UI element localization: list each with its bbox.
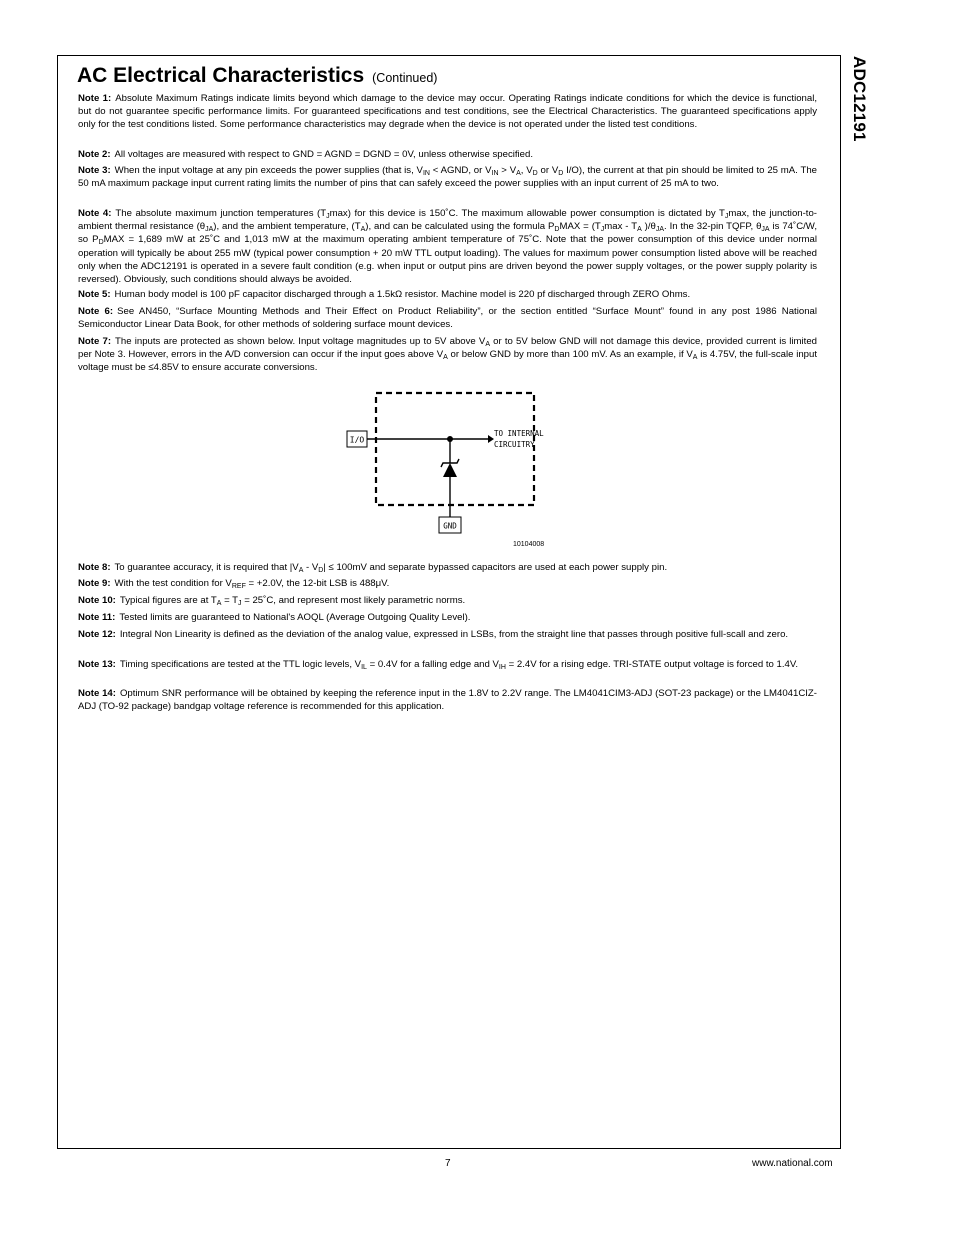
subscript: IN (491, 170, 499, 177)
output-label-line2: CIRCUITRY (494, 440, 535, 449)
io-pin-label: I/O (349, 435, 365, 445)
side-title (842, 56, 872, 156)
note-text: Absolute Maximum Ratings indicate limits beyond which damage to the device may occur. Operating Ratings indicate conditions for which the device is functional, but do not guarantee specific performance limits. For guaranteed specifications and test conditions, see the Electrical Characteristics. The guaranteed specifications apply only for the test conditions listed. Some performance characteristics may degrade when the device is not operated under the listed test conditions. (78, 93, 818, 131)
note-11 (78, 611, 817, 624)
note-4 (78, 207, 817, 286)
figure-code: 10104008 (513, 541, 545, 548)
note-text: or to 5V below GND will not damage this device, provided current is limited per Note 3. However, errors in the A/D conversion can occur if the input goes above V (78, 336, 818, 361)
subscript: A (360, 226, 366, 234)
note-text: Typical figures are at T (119, 595, 217, 606)
subscript: JA (761, 226, 770, 234)
note-label: Note 6: (78, 306, 114, 317)
subscript: A (443, 354, 448, 362)
note-label: Note 9: (78, 578, 111, 589)
note-text: is 74˚C/W, so P (78, 221, 817, 246)
note-text: With the test condition for V (114, 578, 232, 589)
subscript: A (692, 354, 698, 362)
note-text: | ≤ 100mV and separate bypassed capacitors are used at each power supply pin. (323, 562, 668, 573)
note-text: When the input voltage at any pin exceeds the power supplies (that is, V (114, 165, 423, 176)
subscript: A (485, 341, 490, 348)
note-text: I/O), the current at that pin should be limited to 25 mA. The 50 mA maximum package input current rating limits the number of pins that can safely exceed the power supplies with an input current of 25 mA to two. (78, 165, 817, 190)
note-text: = 2.4V for a rising edge. TRI-STATE output voltage is forced to 1.4V. (505, 659, 799, 670)
note-text: max - T (604, 221, 638, 233)
subscript: D (98, 239, 104, 247)
subscript: J (600, 226, 605, 234)
note-label: Note 10: (78, 595, 116, 606)
note-9 (78, 577, 817, 590)
note-text: MAX = 1,689 mW at 25˚C and 1,013 mW at the maximum operating ambient temperature of 75˚C. Note that the power consumption of this device under normal operation will typically be about 255 mW (typical power consumption + 20 mW TTL output loading). The values for maximum power consumption listed above will be reached only when the ADC12191 is operated in a severe fault condition (e.g. when input or output pins are driven beyond the power supply voltages, or the power supply polarity is reversed). Obviously, such conditions should always be avoided. (78, 234, 817, 286)
subscript: J (238, 600, 242, 607)
note-text: is 4.75V, the full-scale input voltage must be ≤4.85V to ensure accurate conversions. (78, 349, 817, 374)
note-text: All voltages are measured with respect to GND = AGND = DGND = 0V, unless otherwise specified. (114, 149, 534, 160)
note-text: )/θ (641, 221, 656, 233)
note-text: or V (537, 165, 559, 176)
note-text: Timing specifications are tested at the TTL logic levels, V (119, 659, 362, 670)
note-label: Note 8: (78, 562, 111, 573)
note-text: ), and can be calculated using the formula P (365, 221, 555, 233)
note-14 (78, 687, 817, 713)
note-text: < AGND, or V (429, 165, 492, 176)
note-text: = T (221, 595, 239, 606)
note-10 (78, 594, 817, 607)
side-title-text: ADC12191 (850, 56, 869, 142)
note-label: Note 12: (78, 629, 116, 640)
note-text: Human body model is 100 pF capacitor discharged through a 1.5kΩ resistor. Machine model is 220 pf discharged through ZERO Ohms. (114, 289, 691, 300)
note-text: - V (303, 562, 319, 573)
note-text: max) for this device is 150˚C. The maximum allowable power consumption is dictated by T (329, 208, 725, 219)
subscript: A (637, 226, 642, 234)
note-2 (78, 148, 817, 161)
note-text: , V (520, 165, 533, 176)
note-label: Note 13: (78, 659, 116, 670)
note-text: The absolute maximum junction temperatures (T (115, 208, 327, 219)
subscript: IH (498, 664, 506, 671)
subscript: A (516, 170, 521, 177)
subscript: JA (205, 226, 214, 234)
note-text: Integral Non Linearity is defined as the deviation of the analog value, expressed in LSBs, from the straight line that passes through positive full-scall and zero. (119, 629, 789, 640)
note-text: MAX = (T (559, 221, 601, 233)
input-protection-diagram (340, 385, 560, 545)
note-text: max, the junction-to-ambient thermal resistance (θ (78, 208, 818, 233)
zener-diode-icon (443, 463, 457, 477)
note-label: Note 11: (78, 612, 116, 623)
note-label: Note 5: (78, 289, 111, 300)
subscript: IN (422, 170, 430, 177)
note-13 (78, 658, 817, 671)
subscript: JA (655, 226, 665, 234)
note-text: To guarantee accuracy, it is required that |V (114, 562, 299, 573)
gnd-pin-label: GND (443, 521, 457, 531)
subscript: D (318, 567, 324, 574)
note-1 (78, 92, 817, 132)
note-3 (78, 164, 817, 190)
note-label: Note 7: (78, 336, 112, 347)
footer-website-link[interactable]: www.national.com (752, 1158, 833, 1169)
note-text: ), and the ambient temperature, (T (213, 221, 361, 233)
subscript: D (558, 170, 564, 177)
page-heading (77, 64, 437, 88)
note-text: The inputs are protected as shown below. Input voltage magnitudes up to 5V above V (115, 336, 486, 347)
page-number: 7 (445, 1158, 451, 1169)
heading-continued: (Continued) (372, 71, 438, 85)
note-text: = 0.4V for a falling edge and V (366, 659, 499, 670)
subscript: IL (361, 664, 367, 671)
note-text: = 25˚C, and represent most likely parametric norms. (241, 595, 466, 606)
note-6 (78, 305, 817, 331)
note-label: Note 2: (78, 149, 111, 160)
heading-title: AC Electrical Characteristics (77, 64, 365, 87)
note-label: Note 3: (78, 165, 111, 176)
note-7 (78, 335, 817, 375)
note-text: . In the 32-pin TQFP, θ (664, 221, 762, 233)
subscript: REF (231, 583, 246, 590)
note-label: Note 1: (78, 93, 112, 104)
note-text: Tested limits are guaranteed to National's AOQL (Average Outgoing Quality Level). (119, 612, 471, 623)
note-8 (78, 561, 817, 574)
note-12 (78, 628, 817, 641)
subscript: J (724, 213, 729, 220)
note-text: > V (498, 165, 517, 176)
note-text: = +2.0V, the 12-bit LSB is 488μV. (245, 578, 390, 589)
subscript: J (326, 213, 330, 220)
subscript: D (532, 170, 538, 177)
note-text: See AN450, “Surface Mounting Methods and Their Effect on Product Reliability”, or the section entitled “Surface Mount” found in any post 1986 National Semiconductor Linear Data Book, for other methods of soldering surface mount devices. (78, 306, 817, 331)
subscript: D (554, 226, 560, 234)
note-text: or below GND by more than 100 mV. As an example, if V (447, 349, 693, 361)
output-label-line1: TO INTERNAL (494, 429, 544, 438)
subscript: A (216, 600, 222, 607)
note-label: Note 14: (78, 688, 116, 699)
note-text: Optimum SNR performance will be obtained by keeping the reference input in the 1.8V to 2.2V range. The LM4041CIM3-ADJ (SOT-23 package) or the LM4041CIZ-ADJ (TO-92 package) bandgap voltage reference is recommended for this application. (78, 688, 817, 713)
chip-boundary (376, 393, 534, 505)
subscript: A (298, 567, 304, 574)
note-label: Note 4: (78, 208, 112, 219)
note-5 (78, 288, 817, 301)
